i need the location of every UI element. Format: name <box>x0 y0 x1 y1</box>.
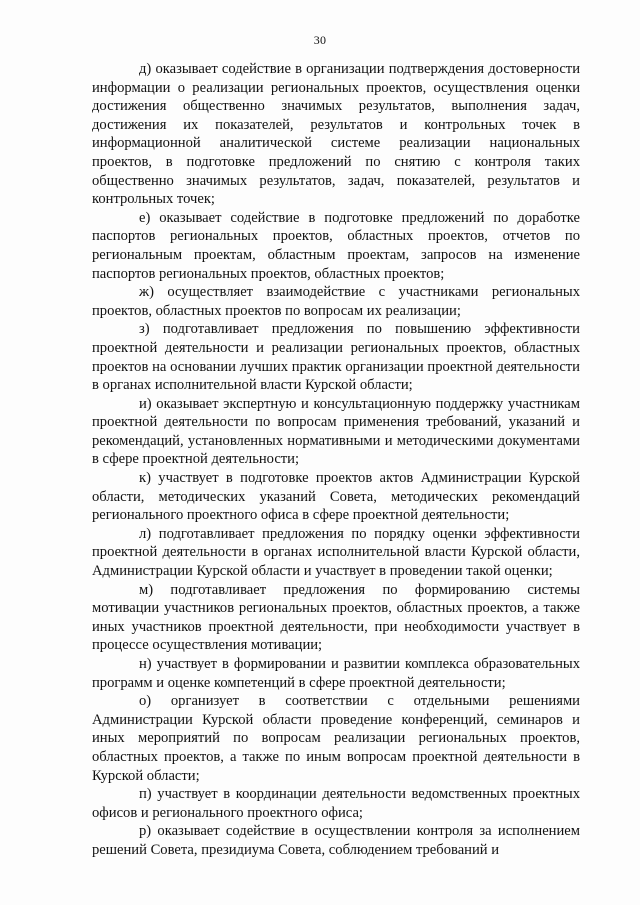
paragraph-e: е) оказывает содействие в подготовке предложений по доработке паспортов региональных проектов, областных проектов, отчетов по региональным проектам, областным проектам, запросов на изменение паспортов региональных проектов, областных проектов; <box>92 209 580 282</box>
paragraph-p: п) участвует в координации деятельности ведомственных проектных офисов и регионального проектного офиса; <box>92 786 580 821</box>
paragraph-i: и) оказывает экспертную и консультационную поддержку участникам проектной деятельности по вопросам применения требований, указаний и рекомендаций, установленных нормативными и методическими документами в сфере проектной деятельности; <box>92 395 580 468</box>
paragraph-l: л) подготавливает предложения по порядку оценки эффективности проектной деятельности в органах исполнительной власти Курской области, Администрации Курской области и участвует в проведении такой оценки; <box>92 525 580 580</box>
paragraph-o: о) организует в соответствии с отдельными решениями Администрации Курской области проведение конференций, семинаров и иных мероприятий по вопросам реализации региональных проектов, областных проектов, а также по иным вопросам проектной деятельности в Курской области; <box>92 693 580 784</box>
paragraph-k: к) участвует в подготовке проектов актов Администрации Курской области, методических указаний Совета, методических рекомендаций регионального проектного офиса в сфере проектной деятельности; <box>92 470 580 524</box>
page-number: 30 <box>313 33 327 47</box>
paragraph-r: р) оказывает содействие в осуществлении контроля за исполнением решений Совета, президиума Совета, соблюдением требований и <box>92 823 580 858</box>
paragraph-d: д) оказывает содействие в организации подтверждения достоверности информации о реализации региональных проектов, осуществления оценки достижения общественно значимых результатов, выполнения задач, достижения их показателей, результатов и контрольных точек в информационной аналитической системе реализации национальных проектов, в подготовке предложений по снятию с контроля таких общественно значимых результатов, задач, показателей, результатов и контрольных точек; <box>92 61 580 208</box>
text-body <box>92 60 580 860</box>
paragraph-z: з) подготавливает предложения по повышению эффективности проектной деятельности и реализации региональных проектов, областных проектов на основании лучших практик организации проектной деятельности в органах исполнительной власти Курской области; <box>92 321 580 394</box>
paragraph-zh: ж) осуществляет взаимодействие с участниками региональных проектов, областных проектов по вопросам их реализации; <box>92 284 580 319</box>
paragraph-m: м) подготавливает предложения по формированию системы мотивации участников региональных проектов, областных проектов, а также иных участников проектной деятельности, при необходимости участвует в процессе осуществления мотивации; <box>92 581 580 654</box>
paragraph-n: н) участвует в формировании и развитии комплекса образовательных программ и оценке компетенций в сфере проектной деятельности; <box>92 656 580 691</box>
